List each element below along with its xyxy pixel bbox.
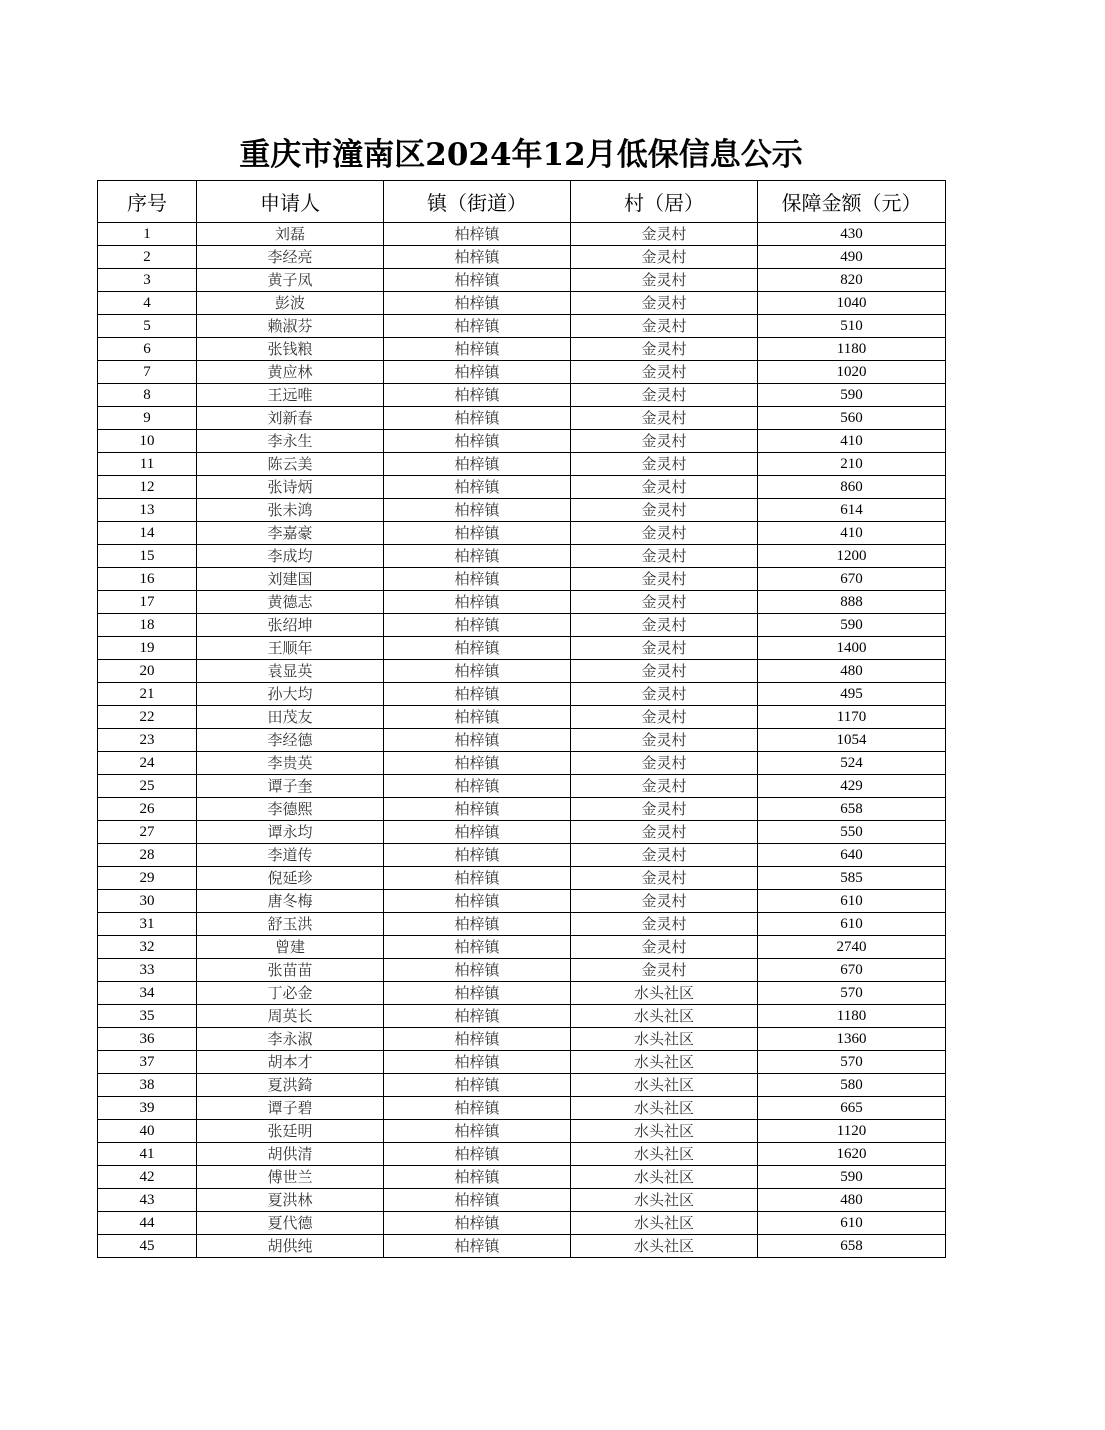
cell-amount: 1180 (758, 1005, 946, 1028)
cell-amount: 495 (758, 683, 946, 706)
table-row (98, 568, 946, 591)
cell-town: 柏梓镇 (384, 499, 571, 522)
header-amount: 保障金额（元） (758, 181, 946, 223)
cell-serial-number: 43 (98, 1189, 197, 1212)
table-row (98, 821, 946, 844)
cell-village: 金灵村 (571, 614, 758, 637)
cell-village: 金灵村 (571, 591, 758, 614)
table-row (98, 407, 946, 430)
cell-town: 柏梓镇 (384, 844, 571, 867)
cell-village: 金灵村 (571, 660, 758, 683)
cell-serial-number: 17 (98, 591, 197, 614)
cell-village: 水头社区 (571, 1005, 758, 1028)
cell-town: 柏梓镇 (384, 890, 571, 913)
cell-applicant: 张绍坤 (197, 614, 384, 637)
cell-amount: 640 (758, 844, 946, 867)
cell-town: 柏梓镇 (384, 614, 571, 637)
cell-town: 柏梓镇 (384, 430, 571, 453)
cell-village: 金灵村 (571, 338, 758, 361)
cell-amount: 610 (758, 1212, 946, 1235)
cell-applicant: 丁必金 (197, 982, 384, 1005)
cell-serial-number: 37 (98, 1051, 197, 1074)
cell-amount: 1180 (758, 338, 946, 361)
cell-applicant: 张诗炳 (197, 476, 384, 499)
cell-town: 柏梓镇 (384, 269, 571, 292)
table-row (98, 292, 946, 315)
table-row (98, 1235, 946, 1258)
cell-amount: 429 (758, 775, 946, 798)
cell-applicant: 谭子奎 (197, 775, 384, 798)
cell-town: 柏梓镇 (384, 1074, 571, 1097)
cell-amount: 590 (758, 614, 946, 637)
cell-serial-number: 20 (98, 660, 197, 683)
cell-applicant: 谭永均 (197, 821, 384, 844)
cell-amount: 1170 (758, 706, 946, 729)
cell-amount: 570 (758, 1051, 946, 1074)
cell-applicant: 李道传 (197, 844, 384, 867)
cell-amount: 585 (758, 867, 946, 890)
cell-village: 金灵村 (571, 844, 758, 867)
cell-village: 水头社区 (571, 1212, 758, 1235)
cell-village: 金灵村 (571, 867, 758, 890)
cell-village: 水头社区 (571, 1051, 758, 1074)
cell-serial-number: 15 (98, 545, 197, 568)
cell-serial-number: 25 (98, 775, 197, 798)
cell-applicant: 周英长 (197, 1005, 384, 1028)
cell-village: 金灵村 (571, 798, 758, 821)
cell-amount: 410 (758, 430, 946, 453)
cell-serial-number: 13 (98, 499, 197, 522)
cell-applicant: 夏代德 (197, 1212, 384, 1235)
cell-village: 金灵村 (571, 913, 758, 936)
cell-town: 柏梓镇 (384, 706, 571, 729)
cell-village: 金灵村 (571, 683, 758, 706)
table-row (98, 1051, 946, 1074)
table-row (98, 430, 946, 453)
table-row (98, 1028, 946, 1051)
cell-village: 水头社区 (571, 1235, 758, 1258)
table-row (98, 683, 946, 706)
cell-applicant: 彭波 (197, 292, 384, 315)
cell-village: 金灵村 (571, 936, 758, 959)
cell-town: 柏梓镇 (384, 683, 571, 706)
cell-town: 柏梓镇 (384, 867, 571, 890)
cell-applicant: 张未鸿 (197, 499, 384, 522)
cell-village: 金灵村 (571, 361, 758, 384)
cell-applicant: 倪延珍 (197, 867, 384, 890)
table-row (98, 1166, 946, 1189)
cell-town: 柏梓镇 (384, 522, 571, 545)
cell-applicant: 唐冬梅 (197, 890, 384, 913)
cell-applicant: 李成均 (197, 545, 384, 568)
cell-amount: 210 (758, 453, 946, 476)
cell-applicant: 李永淑 (197, 1028, 384, 1051)
cell-serial-number: 38 (98, 1074, 197, 1097)
table-row (98, 338, 946, 361)
cell-amount: 1020 (758, 361, 946, 384)
cell-applicant: 李经亮 (197, 246, 384, 269)
cell-serial-number: 2 (98, 246, 197, 269)
cell-village: 水头社区 (571, 1074, 758, 1097)
cell-serial-number: 45 (98, 1235, 197, 1258)
cell-serial-number: 3 (98, 269, 197, 292)
cell-town: 柏梓镇 (384, 292, 571, 315)
cell-town: 柏梓镇 (384, 223, 571, 246)
cell-applicant: 张廷明 (197, 1120, 384, 1143)
cell-town: 柏梓镇 (384, 361, 571, 384)
cell-amount: 888 (758, 591, 946, 614)
cell-town: 柏梓镇 (384, 982, 571, 1005)
cell-town: 柏梓镇 (384, 1166, 571, 1189)
cell-applicant: 李永生 (197, 430, 384, 453)
cell-serial-number: 16 (98, 568, 197, 591)
cell-applicant: 孙大均 (197, 683, 384, 706)
cell-applicant: 曾建 (197, 936, 384, 959)
cell-village: 金灵村 (571, 223, 758, 246)
cell-applicant: 张苗苗 (197, 959, 384, 982)
cell-serial-number: 28 (98, 844, 197, 867)
cell-applicant: 王远唯 (197, 384, 384, 407)
cell-serial-number: 41 (98, 1143, 197, 1166)
header-town: 镇（街道） (384, 181, 571, 223)
cell-village: 金灵村 (571, 476, 758, 499)
cell-amount: 550 (758, 821, 946, 844)
table-header (98, 181, 946, 223)
cell-serial-number: 14 (98, 522, 197, 545)
cell-applicant: 陈云美 (197, 453, 384, 476)
table-row (98, 384, 946, 407)
cell-village: 金灵村 (571, 246, 758, 269)
cell-serial-number: 32 (98, 936, 197, 959)
table-row (98, 522, 946, 545)
cell-applicant: 刘建国 (197, 568, 384, 591)
cell-town: 柏梓镇 (384, 1189, 571, 1212)
cell-serial-number: 18 (98, 614, 197, 637)
cell-village: 金灵村 (571, 453, 758, 476)
cell-town: 柏梓镇 (384, 384, 571, 407)
cell-town: 柏梓镇 (384, 821, 571, 844)
cell-town: 柏梓镇 (384, 1028, 571, 1051)
cell-applicant: 夏洪林 (197, 1189, 384, 1212)
cell-town: 柏梓镇 (384, 1235, 571, 1258)
cell-village: 金灵村 (571, 568, 758, 591)
header-row (98, 181, 946, 223)
cell-serial-number: 40 (98, 1120, 197, 1143)
table-row (98, 890, 946, 913)
cell-amount: 510 (758, 315, 946, 338)
cell-town: 柏梓镇 (384, 798, 571, 821)
cell-serial-number: 22 (98, 706, 197, 729)
cell-serial-number: 5 (98, 315, 197, 338)
cell-village: 金灵村 (571, 821, 758, 844)
table-row (98, 775, 946, 798)
cell-amount: 1400 (758, 637, 946, 660)
cell-town: 柏梓镇 (384, 568, 571, 591)
table-row (98, 1189, 946, 1212)
table-row (98, 315, 946, 338)
table-row (98, 1005, 946, 1028)
cell-village: 水头社区 (571, 1166, 758, 1189)
table-row (98, 476, 946, 499)
table-row (98, 913, 946, 936)
cell-applicant: 王顺年 (197, 637, 384, 660)
cell-town: 柏梓镇 (384, 407, 571, 430)
cell-applicant: 傅世兰 (197, 1166, 384, 1189)
cell-town: 柏梓镇 (384, 453, 571, 476)
table-row (98, 269, 946, 292)
cell-amount: 670 (758, 959, 946, 982)
cell-amount: 614 (758, 499, 946, 522)
cell-village: 金灵村 (571, 752, 758, 775)
cell-serial-number: 36 (98, 1028, 197, 1051)
cell-town: 柏梓镇 (384, 752, 571, 775)
cell-amount: 580 (758, 1074, 946, 1097)
table-row (98, 1097, 946, 1120)
cell-village: 水头社区 (571, 1189, 758, 1212)
cell-applicant: 李贵英 (197, 752, 384, 775)
table-row (98, 729, 946, 752)
cell-serial-number: 34 (98, 982, 197, 1005)
cell-serial-number: 26 (98, 798, 197, 821)
cell-serial-number: 12 (98, 476, 197, 499)
cell-town: 柏梓镇 (384, 1120, 571, 1143)
table-row (98, 453, 946, 476)
cell-town: 柏梓镇 (384, 338, 571, 361)
cell-village: 金灵村 (571, 729, 758, 752)
cell-applicant: 舒玉洪 (197, 913, 384, 936)
cell-town: 柏梓镇 (384, 637, 571, 660)
cell-village: 金灵村 (571, 499, 758, 522)
cell-amount: 1040 (758, 292, 946, 315)
table-row (98, 982, 946, 1005)
cell-serial-number: 19 (98, 637, 197, 660)
cell-amount: 1620 (758, 1143, 946, 1166)
table-row (98, 844, 946, 867)
cell-amount: 860 (758, 476, 946, 499)
cell-village: 金灵村 (571, 890, 758, 913)
cell-town: 柏梓镇 (384, 1051, 571, 1074)
header-village: 村（居） (571, 181, 758, 223)
cell-serial-number: 4 (98, 292, 197, 315)
cell-amount: 410 (758, 522, 946, 545)
cell-town: 柏梓镇 (384, 545, 571, 568)
cell-serial-number: 33 (98, 959, 197, 982)
page-title: 重庆市潼南区2024年12月低保信息公示 (239, 137, 803, 173)
cell-amount: 590 (758, 384, 946, 407)
subsistence-allowance-table (97, 180, 946, 1258)
cell-applicant: 黄子凤 (197, 269, 384, 292)
table-row (98, 936, 946, 959)
table-row (98, 1212, 946, 1235)
cell-serial-number: 1 (98, 223, 197, 246)
table-row (98, 637, 946, 660)
cell-applicant: 谭子碧 (197, 1097, 384, 1120)
cell-town: 柏梓镇 (384, 775, 571, 798)
table-row (98, 246, 946, 269)
cell-serial-number: 29 (98, 867, 197, 890)
table-row (98, 752, 946, 775)
cell-amount: 610 (758, 890, 946, 913)
cell-town: 柏梓镇 (384, 1097, 571, 1120)
cell-applicant: 夏洪錡 (197, 1074, 384, 1097)
cell-amount: 665 (758, 1097, 946, 1120)
cell-village: 金灵村 (571, 292, 758, 315)
table-row (98, 660, 946, 683)
cell-serial-number: 31 (98, 913, 197, 936)
table-row (98, 499, 946, 522)
cell-village: 水头社区 (571, 982, 758, 1005)
cell-town: 柏梓镇 (384, 315, 571, 338)
cell-serial-number: 42 (98, 1166, 197, 1189)
cell-town: 柏梓镇 (384, 1005, 571, 1028)
cell-village: 金灵村 (571, 775, 758, 798)
cell-applicant: 刘磊 (197, 223, 384, 246)
table-row (98, 1074, 946, 1097)
cell-applicant: 李嘉豪 (197, 522, 384, 545)
cell-serial-number: 39 (98, 1097, 197, 1120)
table-body (98, 223, 946, 1258)
cell-serial-number: 10 (98, 430, 197, 453)
cell-amount: 610 (758, 913, 946, 936)
cell-applicant: 赖淑芬 (197, 315, 384, 338)
cell-serial-number: 23 (98, 729, 197, 752)
cell-applicant: 黄德志 (197, 591, 384, 614)
cell-town: 柏梓镇 (384, 591, 571, 614)
cell-amount: 1054 (758, 729, 946, 752)
header-serial-number: 序号 (98, 181, 197, 223)
cell-village: 金灵村 (571, 430, 758, 453)
table-row (98, 706, 946, 729)
cell-applicant: 黄应林 (197, 361, 384, 384)
cell-town: 柏梓镇 (384, 476, 571, 499)
cell-serial-number: 11 (98, 453, 197, 476)
table-row (98, 867, 946, 890)
cell-amount: 480 (758, 1189, 946, 1212)
table-row (98, 361, 946, 384)
cell-applicant: 李经德 (197, 729, 384, 752)
table-row (98, 591, 946, 614)
cell-village: 水头社区 (571, 1097, 758, 1120)
table-row (98, 1143, 946, 1166)
cell-amount: 1120 (758, 1120, 946, 1143)
cell-applicant: 胡供纯 (197, 1235, 384, 1258)
cell-serial-number: 21 (98, 683, 197, 706)
cell-amount: 524 (758, 752, 946, 775)
cell-amount: 1200 (758, 545, 946, 568)
cell-serial-number: 35 (98, 1005, 197, 1028)
cell-village: 金灵村 (571, 407, 758, 430)
cell-applicant: 张钱粮 (197, 338, 384, 361)
cell-amount: 1360 (758, 1028, 946, 1051)
cell-town: 柏梓镇 (384, 729, 571, 752)
cell-village: 金灵村 (571, 959, 758, 982)
table-row (98, 1120, 946, 1143)
cell-amount: 2740 (758, 936, 946, 959)
cell-town: 柏梓镇 (384, 660, 571, 683)
cell-village: 水头社区 (571, 1120, 758, 1143)
cell-town: 柏梓镇 (384, 246, 571, 269)
cell-amount: 658 (758, 798, 946, 821)
cell-applicant: 胡供清 (197, 1143, 384, 1166)
cell-town: 柏梓镇 (384, 1212, 571, 1235)
cell-town: 柏梓镇 (384, 913, 571, 936)
table-row (98, 959, 946, 982)
cell-serial-number: 8 (98, 384, 197, 407)
cell-village: 金灵村 (571, 706, 758, 729)
cell-applicant: 袁显英 (197, 660, 384, 683)
cell-amount: 490 (758, 246, 946, 269)
cell-town: 柏梓镇 (384, 959, 571, 982)
cell-village: 金灵村 (571, 545, 758, 568)
header-applicant: 申请人 (197, 181, 384, 223)
cell-applicant: 田茂友 (197, 706, 384, 729)
cell-amount: 480 (758, 660, 946, 683)
cell-village: 金灵村 (571, 269, 758, 292)
cell-amount: 560 (758, 407, 946, 430)
cell-town: 柏梓镇 (384, 936, 571, 959)
cell-village: 金灵村 (571, 522, 758, 545)
cell-town: 柏梓镇 (384, 1143, 571, 1166)
cell-village: 水头社区 (571, 1143, 758, 1166)
cell-serial-number: 6 (98, 338, 197, 361)
cell-village: 金灵村 (571, 384, 758, 407)
cell-serial-number: 24 (98, 752, 197, 775)
cell-amount: 590 (758, 1166, 946, 1189)
cell-village: 水头社区 (571, 1028, 758, 1051)
table-row (98, 223, 946, 246)
table-row (98, 614, 946, 637)
cell-serial-number: 44 (98, 1212, 197, 1235)
cell-serial-number: 27 (98, 821, 197, 844)
cell-amount: 670 (758, 568, 946, 591)
cell-applicant: 刘新春 (197, 407, 384, 430)
cell-village: 金灵村 (571, 637, 758, 660)
cell-amount: 430 (758, 223, 946, 246)
cell-amount: 820 (758, 269, 946, 292)
cell-serial-number: 30 (98, 890, 197, 913)
cell-serial-number: 9 (98, 407, 197, 430)
cell-applicant: 胡本才 (197, 1051, 384, 1074)
cell-amount: 570 (758, 982, 946, 1005)
cell-amount: 658 (758, 1235, 946, 1258)
cell-applicant: 李德熙 (197, 798, 384, 821)
cell-village: 金灵村 (571, 315, 758, 338)
cell-serial-number: 7 (98, 361, 197, 384)
table-row (98, 798, 946, 821)
table-row (98, 545, 946, 568)
